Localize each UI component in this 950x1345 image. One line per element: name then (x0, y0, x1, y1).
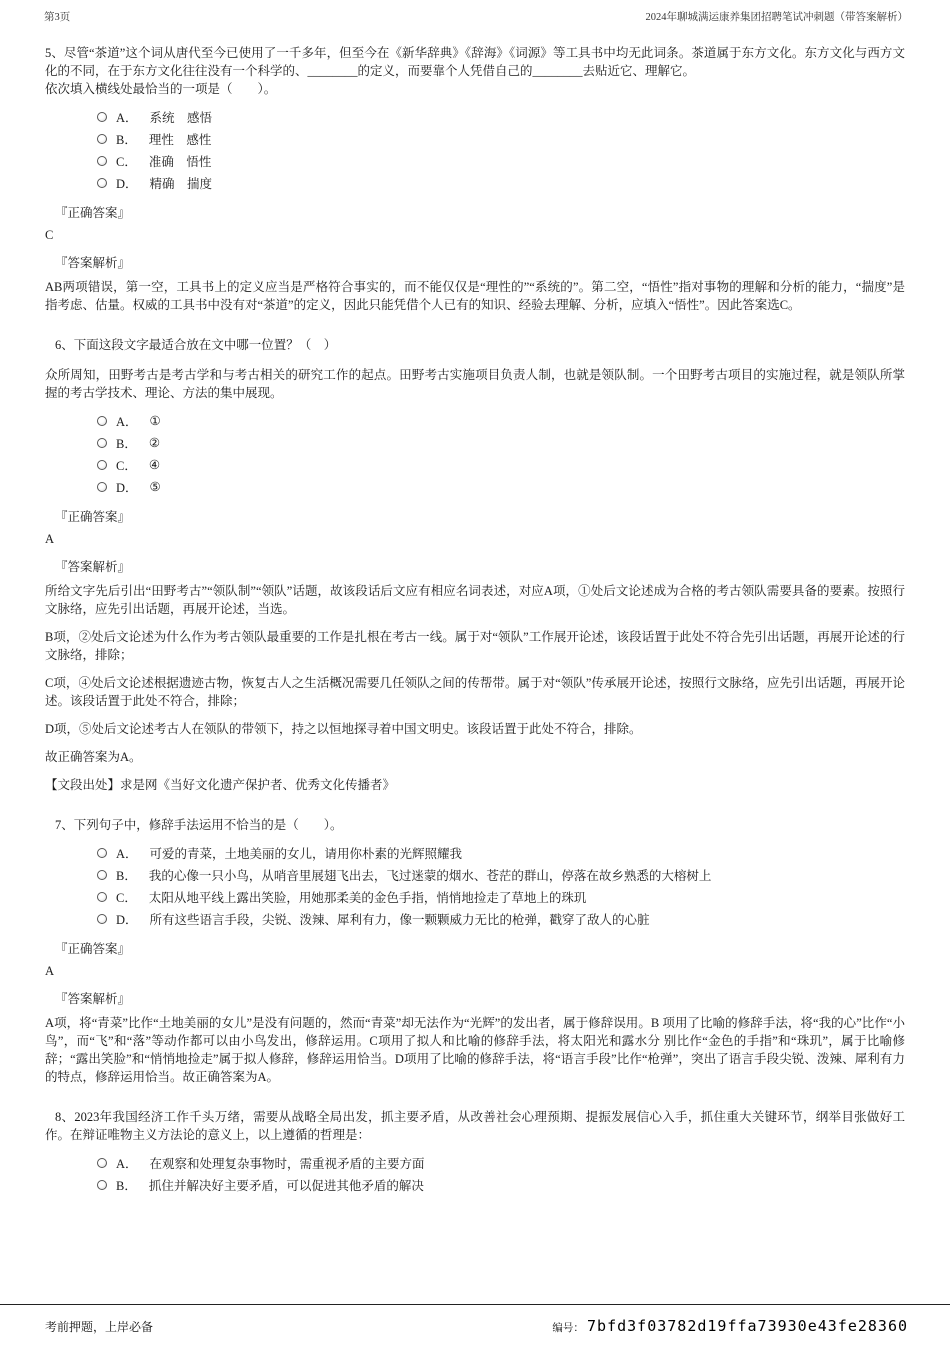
option-label: B． (116, 869, 137, 883)
analysis-conclusion: 故正确答案为A。 (45, 750, 142, 764)
page-number: 第3页 (44, 12, 71, 23)
option-b[interactable] (97, 432, 905, 454)
radio-icon[interactable] (97, 870, 107, 880)
page-content (45, 44, 905, 1196)
option-text: 在观察和处理复杂事物时，需重视矛盾的主要方面 (149, 1157, 425, 1171)
option-label: B． (116, 133, 137, 147)
analysis-source: 【文段出处】求是网《当好文化遗产保护者、优秀文化传播者》 (45, 778, 396, 792)
option-label: A． (116, 847, 138, 861)
document-title: 2024年聊城满运康养集团招聘笔试冲刺题（带答案解析） (645, 12, 908, 23)
code-label: 编号： (552, 1323, 584, 1334)
radio-icon[interactable] (97, 1158, 107, 1168)
question-instruction: 依次填入横线处最恰当的一项是（ ）。 (45, 82, 277, 96)
option-text: 理性 感性 (148, 133, 212, 147)
analysis-label: 『答案解析』 (55, 560, 131, 574)
option-label: A． (116, 415, 138, 429)
option-c[interactable] (97, 454, 905, 476)
option-text: 太阳从地平线上露出笑脸，用她那柔美的金色手指，悄悄地捡走了草地上的珠玑 (148, 891, 587, 905)
option-label: D． (116, 481, 138, 495)
correct-answer-value: A (45, 532, 55, 546)
option-text: ① (149, 414, 161, 428)
footer-divider (0, 1304, 950, 1305)
option-label: D． (116, 177, 138, 191)
option-b[interactable] (97, 864, 905, 886)
analysis-paragraph: AB两项错误，第一空，工具书上的定义应当是严格符合事实的，而不能仅仅是“理性的”“系统的”。第二空，“悟性”指对事物的理解和分析的能力，“揣度”是指考虑、估量。权威的工具书中没有对“茶道”的定义，因此只能凭借个人已有的知识、经验去理解、分析，应填入“悟性”。因此答案选C。 (45, 280, 905, 312)
radio-icon[interactable] (97, 416, 107, 426)
question-stem: 5、尽管“茶道”这个词从唐代至今已使用了一千多年，但至今在《新华辞典》《辞海》《词源》等工具书中均无此词条。茶道属于东方文化。东方文化与西方文化的不同，在于东方文化往往没有一个科学的、________的定义，而要靠个人凭借自己的________去贴近它、理解它。 (45, 46, 905, 78)
options-group (97, 410, 905, 498)
analysis-label: 『答案解析』 (55, 256, 131, 270)
options-group (97, 842, 905, 930)
radio-icon[interactable] (97, 848, 107, 858)
options-group (97, 1152, 905, 1196)
question-passage: 众所周知，田野考古是考古学和与考古相关的研究工作的起点。田野考古实施项目负责人制，也就是领队制。一个田野考古项目的实施过程，就是领队所掌握的考古学技术、理论、方法的集中展现。 (45, 368, 905, 400)
option-text: 可爱的青菜，土地美丽的女儿，请用你朴素的光辉照耀我 (149, 847, 463, 861)
option-label: C． (116, 891, 137, 905)
option-d[interactable] (97, 908, 905, 930)
option-a[interactable] (97, 106, 905, 128)
option-d[interactable] (97, 172, 905, 194)
radio-icon[interactable] (97, 112, 107, 122)
options-group (97, 106, 905, 194)
option-a[interactable] (97, 410, 905, 432)
radio-icon[interactable] (97, 1180, 107, 1190)
code-value: 7bfd3f03782d19ffa73930e43fe28360 (587, 1317, 908, 1335)
option-label: B． (116, 1179, 137, 1193)
option-label: C． (116, 155, 137, 169)
option-b[interactable] (97, 1174, 905, 1196)
radio-icon[interactable] (97, 892, 107, 902)
radio-icon[interactable] (97, 460, 107, 470)
option-label: D． (116, 913, 138, 927)
radio-icon[interactable] (97, 914, 107, 924)
question-stem: 8、2023年我国经济工作千头万绪，需要从战略全局出发，抓主要矛盾，从改善社会心理预期、提振发展信心入手，抓住重大关键环节，纲举目张做好工作。在辩证唯物主义方法论的意义上，以上遵循的哲理是： (45, 1110, 905, 1142)
correct-answer-value: A (45, 964, 55, 978)
option-text: 精确 揣度 (149, 177, 213, 191)
option-text: ② (148, 436, 161, 450)
option-b[interactable] (97, 128, 905, 150)
question-7 (45, 816, 905, 1086)
option-c[interactable] (97, 150, 905, 172)
question-stem: 6、下面这段文字最适合放在文中哪一位置？（ ） (55, 338, 337, 352)
option-text: ⑤ (149, 480, 161, 494)
option-text: 我的心像一只小鸟，从哨音里展翅飞出去，飞过迷蒙的烟水、苍茫的群山，停落在故乡熟悉的大榕树上 (148, 869, 712, 883)
analysis-paragraph: A项，将“青菜”比作“土地美丽的女儿”是没有问题的，然而“青菜”却无法作为“光辉”的发出者，属于修辞误用。B 项用了比喻的修辞手法，将“我的心”比作“小鸟”，而“飞”和“落”等动作都可以由小鸟发出，修辞运用。C项用了拟人和比喻的修辞手法，将太阳光和露水分 别比作“金色的手指”和“珠玑”，属于比喻修辞；“露出笑脸”和“悄悄地捡走”属于拟人修辞，修辞运用恰当。D项用了比喻的修辞手法，将“语言手段”比作“枪弹”，突出了语言手段尖锐、泼辣、犀利有力的特点，修辞运用恰当。故正确答案为A。 (45, 1016, 905, 1084)
correct-answer-label: 『正确答案』 (55, 510, 131, 524)
radio-icon[interactable] (97, 134, 107, 144)
option-text: 抓住并解决好主要矛盾，可以促进其他矛盾的解决 (148, 1179, 424, 1193)
option-text: 所有这些语言手段，尖锐、泼辣、犀利有力，像一颗颗威力无比的枪弹，戳穿了敌人的心脏 (149, 913, 650, 927)
question-stem: 7、下列句子中，修辞手法运用不恰当的是（ ）。 (55, 818, 343, 832)
correct-answer-label: 『正确答案』 (55, 942, 131, 956)
question-6 (45, 336, 905, 794)
page-footer (45, 1317, 908, 1335)
option-label: B． (116, 437, 137, 451)
radio-icon[interactable] (97, 438, 107, 448)
analysis-paragraph: 所给文字先后引出“田野考古”“领队制”“领队”话题，故该段话后文应有相应名词表述，对应A项，①处后文论述成为合格的考古领队需要具备的要素。按照行文脉络，应先引出话题，再展开论述，当选。 (45, 584, 905, 616)
option-text: ④ (148, 458, 161, 472)
question-5 (45, 44, 905, 314)
option-label: A． (116, 1157, 138, 1171)
option-d[interactable] (97, 476, 905, 498)
analysis-paragraph: C项，④处后文论述根据遗迹古物，恢复古人之生活概况需要几任领队之间的传帮带。属于对“领队”传承展开论述，按照行文脉络，应先引出话题，再展开论述。该段话置于此处不符合，排除； (45, 676, 905, 708)
option-c[interactable] (97, 886, 905, 908)
option-text: 准确 悟性 (148, 155, 212, 169)
page-header (44, 9, 908, 24)
radio-icon[interactable] (97, 482, 107, 492)
radio-icon[interactable] (97, 178, 107, 188)
radio-icon[interactable] (97, 156, 107, 166)
option-label: C． (116, 459, 137, 473)
option-a[interactable] (97, 1152, 905, 1174)
footer-slogan: 考前押题，上岸必备 (45, 1320, 154, 1334)
option-a[interactable] (97, 842, 905, 864)
option-label: A． (116, 111, 138, 125)
option-text: 系统 感悟 (149, 111, 213, 125)
question-8 (45, 1108, 905, 1196)
correct-answer-label: 『正确答案』 (55, 206, 131, 220)
analysis-paragraph: B项，②处后文论述为什么作为考古领队最重要的工作是扎根在考古一线。属于对“领队”工作展开论述，该段话置于此处不符合先引出话题，再展开论述的行文脉络，排除； (45, 630, 905, 662)
analysis-label: 『答案解析』 (55, 992, 131, 1006)
correct-answer-value: C (45, 228, 54, 242)
footer-code (552, 1317, 908, 1335)
analysis-paragraph: D项，⑤处后文论述考古人在领队的带领下，持之以恒地探寻着中国文明史。该段话置于此处不符合，排除。 (45, 722, 642, 736)
